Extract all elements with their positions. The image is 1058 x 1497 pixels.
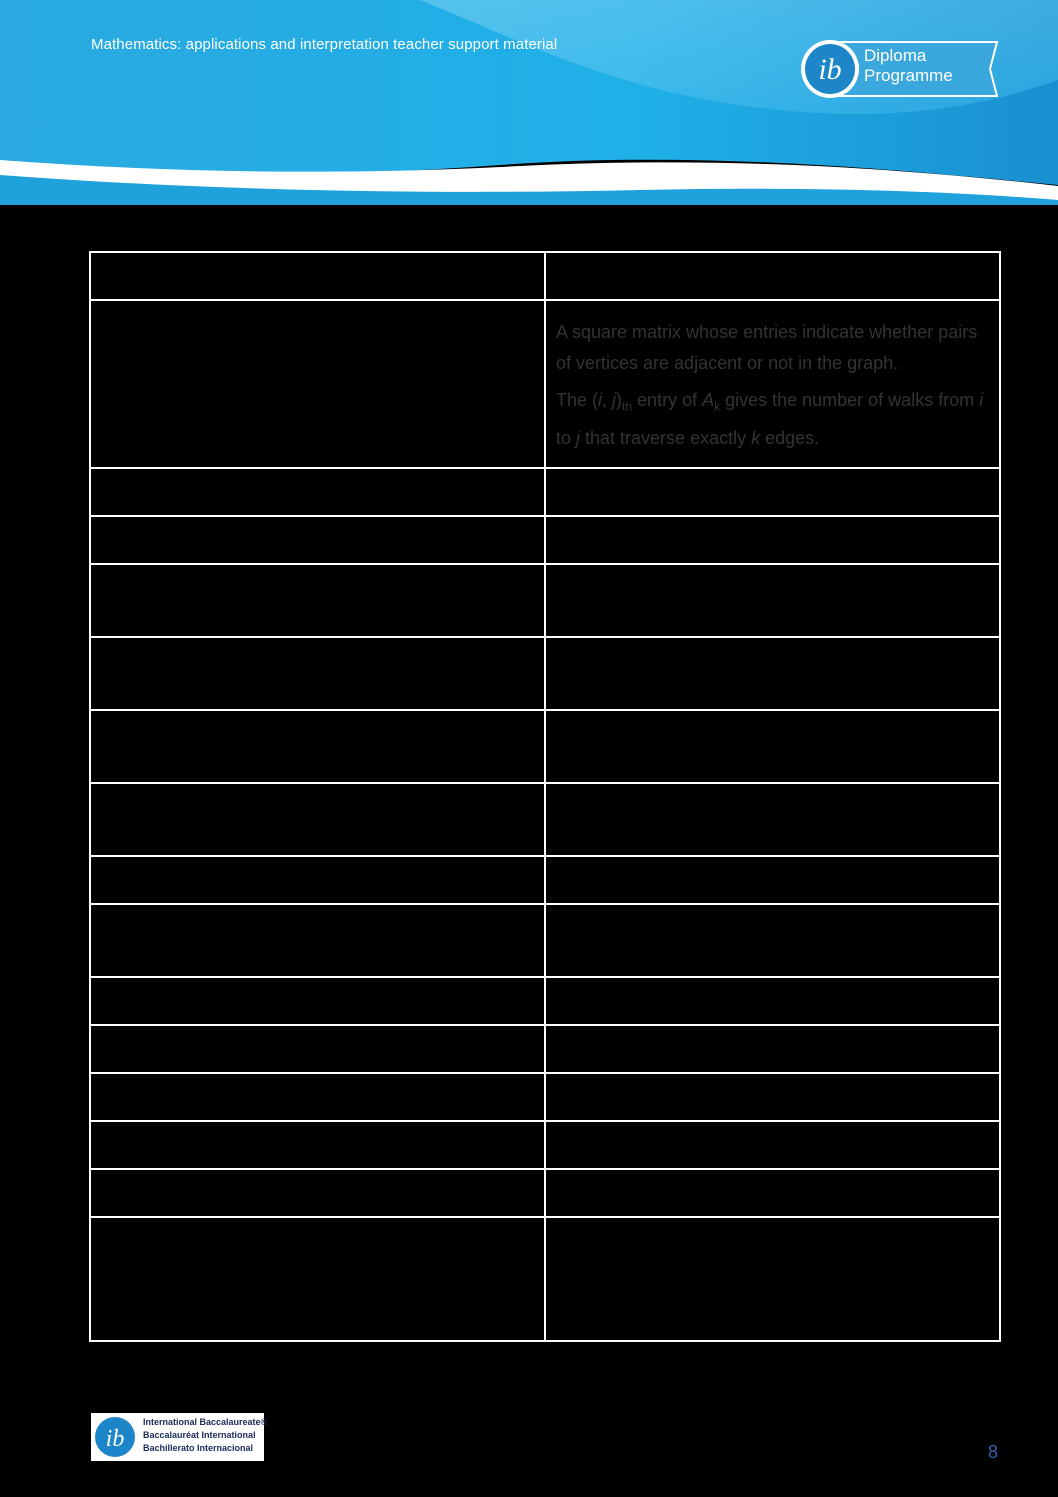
- term-cell: [90, 1025, 545, 1073]
- table-row: [90, 252, 1000, 300]
- description-cell: [545, 300, 1000, 468]
- table-row: [90, 300, 1000, 468]
- badge-text: [864, 46, 953, 86]
- text-span: The (: [556, 390, 599, 410]
- ib-logo-icon: [93, 1416, 137, 1458]
- table-row: [90, 516, 1000, 564]
- text-span: entry of: [632, 390, 703, 410]
- description-cell: [545, 1169, 1000, 1217]
- term-cell: [90, 637, 545, 710]
- ib-mark-text: ib: [818, 53, 842, 86]
- var-i: i: [598, 390, 603, 410]
- k-subscript: k: [714, 399, 721, 414]
- table-row: [90, 904, 1000, 977]
- term-cell: [90, 300, 545, 468]
- page-number: 8: [987, 1442, 998, 1462]
- var-i: i: [979, 390, 984, 410]
- header-wave-graphic: [0, 0, 1058, 205]
- term-cell: [90, 1169, 545, 1217]
- table-row: [90, 977, 1000, 1025]
- description-cell: [545, 1121, 1000, 1169]
- description-cell: [545, 977, 1000, 1025]
- term-cell: [90, 856, 545, 904]
- description-cell: [545, 564, 1000, 637]
- table-row: [90, 637, 1000, 710]
- term-cell: [90, 783, 545, 856]
- badge-line-programme: Programme: [864, 66, 953, 85]
- badge-line-diploma: Diploma: [864, 46, 927, 65]
- var-A: A: [702, 390, 715, 410]
- page-header: [0, 0, 1058, 205]
- description-cell: [545, 468, 1000, 516]
- org-name-es: Bachillerato Internacional: [143, 1443, 254, 1453]
- table-row: [90, 1169, 1000, 1217]
- term-cell: [90, 904, 545, 977]
- description-cell: [545, 1073, 1000, 1121]
- text-span: ): [616, 390, 623, 410]
- text-span: edges.: [760, 427, 820, 448]
- table-row: [90, 1121, 1000, 1169]
- table-row: [90, 564, 1000, 637]
- term-cell: [90, 977, 545, 1025]
- glossary-table-wrapper: [89, 251, 999, 1338]
- term-cell: [90, 710, 545, 783]
- org-name-fr: Baccalauréat International: [143, 1430, 256, 1440]
- text-span: ,: [602, 390, 613, 410]
- term-cell: [90, 468, 545, 516]
- var-j: j: [576, 427, 581, 448]
- term-cell: [90, 1073, 545, 1121]
- description-cell: [545, 252, 1000, 300]
- table-row: [90, 1025, 1000, 1073]
- description-cell: [545, 904, 1000, 977]
- adjacency-matrix-description: [546, 301, 999, 454]
- ib-diploma-badge: [800, 38, 1000, 100]
- table-row: [90, 856, 1000, 904]
- description-cell: [545, 637, 1000, 710]
- org-names: [143, 1416, 267, 1455]
- table-row: [90, 1217, 1000, 1341]
- description-cell: [545, 1025, 1000, 1073]
- text-span: that traverse exactly: [580, 427, 752, 448]
- ib-organization-logo: [91, 1413, 268, 1461]
- svg-text:ib: ib: [105, 1426, 125, 1452]
- table-row: [90, 710, 1000, 783]
- th-subscript: th: [622, 399, 633, 414]
- description-paragraph: A square matrix whose entries indicate whether pairs of vertices are adjacent or not in the graph.: [556, 322, 978, 373]
- term-cell: [90, 1121, 545, 1169]
- table-row: [90, 1073, 1000, 1121]
- table-row: [90, 468, 1000, 516]
- text-span: to: [556, 427, 577, 448]
- header-title: Mathematics: applications and interpretation teacher support material: [91, 36, 558, 53]
- term-cell: [90, 252, 545, 300]
- term-cell: [90, 516, 545, 564]
- var-j: j: [612, 390, 617, 410]
- text-span: gives the number of walks from: [720, 390, 980, 410]
- term-cell: [90, 1217, 545, 1341]
- var-k: k: [751, 427, 761, 448]
- description-cell: [545, 710, 1000, 783]
- org-name-en: International Baccalaureate®: [143, 1417, 268, 1427]
- glossary-table: [89, 251, 1001, 1342]
- description-cell: [545, 783, 1000, 856]
- description-cell: [545, 516, 1000, 564]
- table-row: [90, 783, 1000, 856]
- description-cell: [545, 856, 1000, 904]
- term-cell: [90, 564, 545, 637]
- description-cell: [545, 1217, 1000, 1341]
- walks-paragraph: [556, 385, 989, 454]
